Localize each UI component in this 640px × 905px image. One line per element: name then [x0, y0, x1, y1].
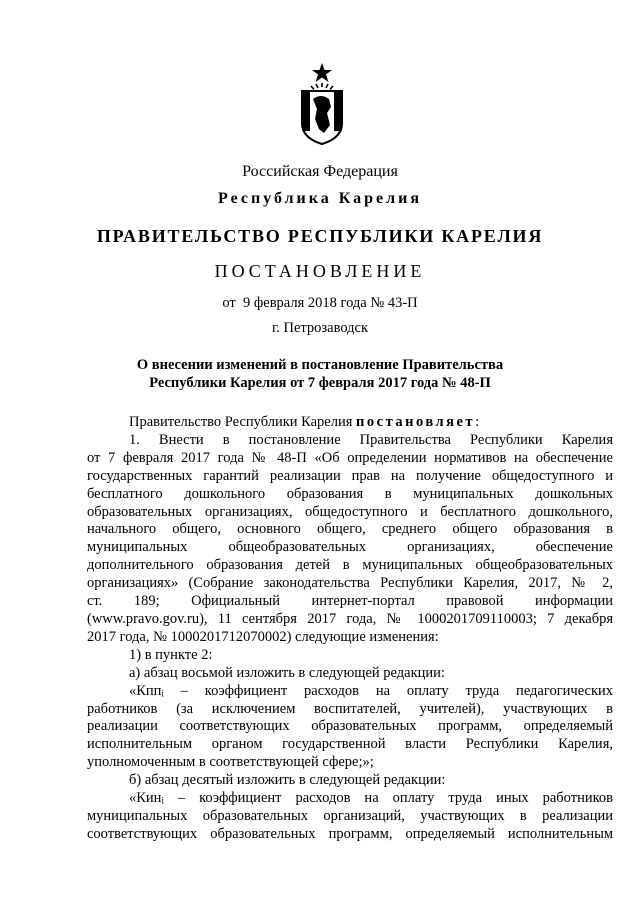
decree-body [87, 414, 613, 844]
item1-line: начального общего, основного общего, среднего общего образования в [87, 521, 613, 538]
subitem-b: б) абзац десятый изложить в следующей редакции: [129, 772, 446, 789]
government-title: ПРАВИТЕЛЬСТВО РЕСПУБЛИКИ КАРЕЛИЯ [96, 226, 544, 246]
item1-line: бесплатного дошкольного образования в муниципальных дошкольных [87, 485, 613, 502]
decree-subject [0, 356, 640, 392]
karelia-coat-of-arms-icon [297, 63, 347, 145]
kpp-line: уполномоченным в соответствующей сфере;»; [87, 754, 374, 771]
item1-line: 2017 года, № 1000201712070002) следующие изменения: [87, 628, 439, 645]
city: г. Петрозаводск [271, 320, 369, 336]
item1-line: образовательных организациях, общедоступного и бесплатного дошкольного, [87, 503, 613, 520]
intro-suffix: : [475, 414, 480, 430]
intro-prefix: Правительство Республики Карелия [129, 414, 357, 430]
kpp-line: «Кппᵢ – коэффициент расходов на оплату труда педагогических [129, 682, 613, 699]
subitem-1: 1) в пункте 2: [129, 646, 213, 663]
item1-line: от 7 февраля 2017 года № 48-П «Об определении нормативов на обеспечение [87, 449, 613, 466]
decree-date: от 9 февраля 2018 года № 43-П [222, 295, 418, 311]
item1-line: организациях» (Собрание законодательства Республики Карелия, 2017, № 2, [87, 575, 613, 592]
document-type: ПОСТАНОВЛЕНИЕ [214, 261, 426, 281]
intro-verb: постановляет [356, 414, 476, 430]
item1-line: ст. 189; Официальный интернет-портал правовой информации [87, 593, 613, 610]
subject-line: Республики Карелия от 7 февраля 2017 года № 48-П [149, 375, 491, 391]
item1-line: дополнительного образования детей в муниципальных общеобразовательных [87, 557, 613, 574]
item1-line: 1. Внести в постановление Правительства Республики Карелия [129, 431, 613, 448]
kpp-line: работников (за исключением воспитателей, учителей), участвующих в [87, 700, 613, 717]
country-name: Российская Федерация [242, 163, 398, 180]
kin-line: муниципальных образовательных организаций, участвующих в реализации [87, 807, 613, 824]
subitem-a: а) абзац восьмой изложить в следующей редакции: [129, 664, 445, 681]
kin-line: соответствующих образовательных программ, определяемый исполнительным [87, 825, 613, 842]
intro-paragraph [87, 414, 613, 432]
subject-line: О внесении изменений в постановление Правительства [136, 357, 504, 373]
republic-name: Республика Карелия [218, 190, 422, 207]
item1-line: государственных гарантий реализации прав на получение общедоступного и [87, 467, 613, 484]
item1-line: муниципальных общеобразовательных организациях, обеспечение [87, 539, 613, 556]
item1-line: (www.pravo.gov.ru), 11 сентября 2017 года, № 1000201709110003; 7 декабря [87, 610, 613, 627]
kpp-line: исполнительным органом государственной власти Республики Карелия, [87, 736, 613, 753]
kin-line: «Кинᵢ – коэффициент расходов на оплату труда иных работников [129, 790, 613, 807]
kpp-line: реализации соответствующих образовательных программ, определяемый [87, 718, 613, 735]
